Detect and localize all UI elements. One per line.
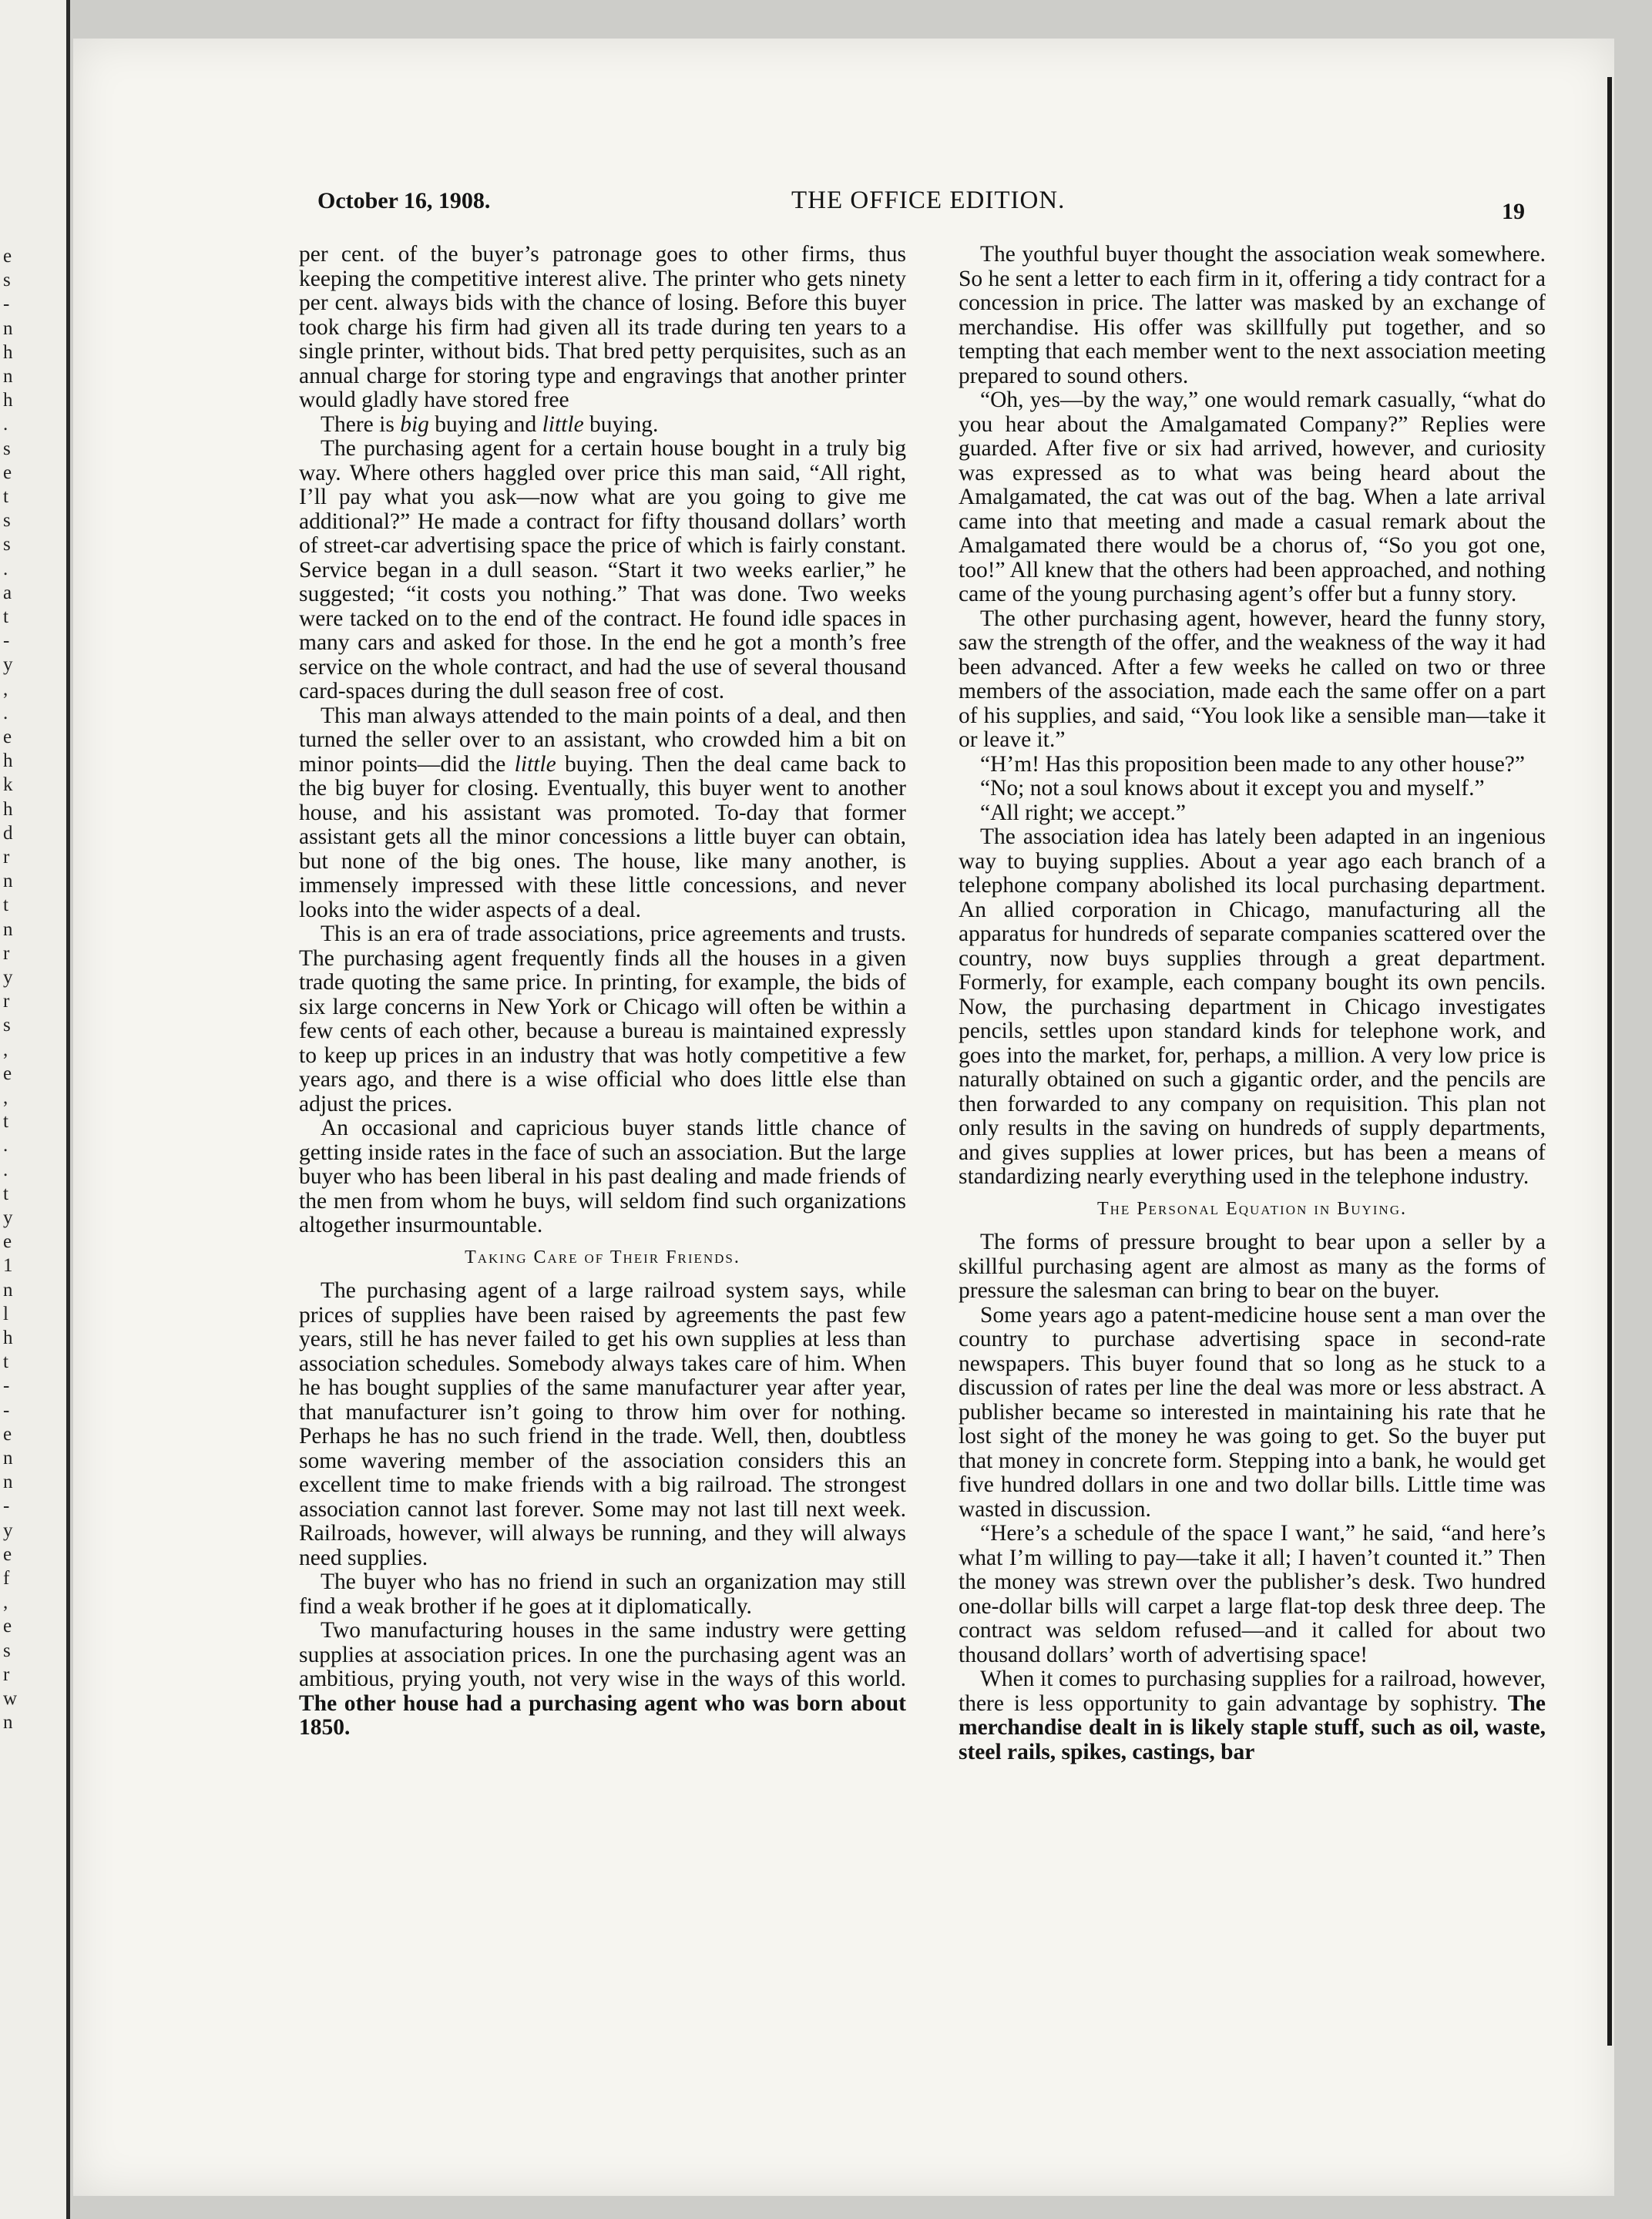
previous-page-letter: 1 <box>3 1255 13 1277</box>
previous-page-letter: n <box>3 317 13 339</box>
right-column <box>959 243 1546 1764</box>
paragraph <box>299 413 906 438</box>
paragraph: “All right; we accept.” <box>980 800 1187 825</box>
previous-page-letter: n <box>3 1279 13 1301</box>
previous-page-letter: k <box>3 774 13 796</box>
text-run: There is <box>321 411 401 437</box>
left-column <box>299 243 906 1741</box>
bold-text: The merchandise dealt in is likely staple stuff, such as oil, waste, steel rails, spikes, castings, bar <box>959 1690 1546 1764</box>
paragraph: This is an era of trade associations, price agreements and trusts. The purchasing agent frequently finds all the houses in a given trade quoting the same price. In printing, for example, the bids of six large concerns in New York or Chicago will often be within a few cents of each other, because a bureau is maintained expressly to keep up prices in an industry that was hotly competitive a few years ago, and there is a wise official who does little else than adjust the prices. <box>299 922 906 1116</box>
previous-page-letter: l <box>3 1303 8 1324</box>
paragraph: The other purchasing agent, however, heard the funny story, saw the strength of the offer, and the weakness of the way it had been advanced. After a few weeks he called on two or three members of the association, made each the same offer on a part of his supplies, and said, “You look like a sensible man—take it or leave it.” <box>959 606 1546 752</box>
previous-page-letter: s <box>3 534 11 556</box>
page-header <box>0 0 1652 231</box>
paragraph: An occasional and capricious buyer stands little chance of getting inside rates in the face of such an association. But the large buyer who has been liberal in his past dealing and made friends of the men from whom he buys, will seldom find such organizations altogether insurmountable. <box>299 1116 906 1237</box>
previous-page-letter: , <box>3 1039 8 1060</box>
text-run: buying and <box>428 411 542 437</box>
previous-page-letter: - <box>3 1399 10 1421</box>
italic-text: little <box>514 751 556 777</box>
italic-text: big <box>400 411 429 437</box>
previous-page-letter: . <box>3 1135 8 1156</box>
previous-page-letter: h <box>3 798 13 820</box>
previous-page-letter: e <box>3 1063 12 1084</box>
previous-page-letter: e <box>3 727 12 747</box>
previous-page-letter: , <box>3 678 8 700</box>
text-run: buying. <box>583 411 659 437</box>
previous-page-letter: r <box>3 991 10 1012</box>
page-number: 19 <box>1502 199 1525 224</box>
previous-page-letter: y <box>3 1519 13 1541</box>
previous-page-letter: s <box>3 438 11 459</box>
previous-page-letter: r <box>3 847 10 868</box>
previous-page-letter: h <box>3 390 13 411</box>
previous-page-letter: - <box>3 1496 10 1517</box>
paragraph <box>959 1667 1546 1764</box>
text-run: When it comes to purchasing supplies for a railroad, however, there is less opportunity to gain advantage by sophistry. <box>959 1667 1546 1716</box>
previous-page-letter: e <box>3 1423 12 1445</box>
previous-page-letter: t <box>3 1183 8 1204</box>
bold-text: The other house had a purchasing agent who was born about 1850. <box>299 1690 906 1740</box>
paragraph: Some years ago a patent-medicine house sent a man over the country to purchase advertising space in second-rate newspapers. This buyer found that so long as he stuck to a discussion of rates per line the deal was more or less abstract. A publisher became so interested in maintaining his rate that he lost sight of the money he was going to get. So the buyer put that money in concrete form. Stepping into a bank, he would get five hundred dollars in one and two dollar bills. Little time was wasted in discussion. <box>959 1302 1546 1522</box>
previous-page-letter: s <box>3 1640 11 1661</box>
previous-page-letter: h <box>3 750 13 772</box>
previous-page-letter: e <box>3 462 12 483</box>
section-heading: Taking Care of Their Friends. <box>465 1247 740 1267</box>
previous-page-letter: , <box>3 1087 8 1108</box>
previous-page-letter: n <box>3 1712 13 1734</box>
publication-title: THE OFFICE EDITION. <box>791 186 1066 214</box>
text-run: buying. Then the deal came back to the big buyer for closing. Eventually, this buyer went to another house, and his assistant was promoted. To-day that former assistant gets all the minor concessions a little buyer can obtain, but none of the big ones. The house, like many another, is immensely impressed with these little concessions, and never looks into the wider aspects of a deal. <box>299 751 906 922</box>
paragraph <box>299 704 906 923</box>
previous-page-letter: d <box>3 822 13 844</box>
previous-page-letter: h <box>3 341 13 363</box>
binding-rule <box>1607 77 1612 2046</box>
previous-page-letter: t <box>3 606 8 627</box>
italic-text: little <box>542 411 584 437</box>
previous-page-letter: n <box>3 918 13 940</box>
previous-page-letter: - <box>3 630 10 652</box>
previous-page-letter: f <box>3 1568 10 1589</box>
previous-page-letter: e <box>3 1543 12 1565</box>
previous-page-letter: e <box>3 1616 12 1637</box>
previous-page-letter: a <box>3 582 12 603</box>
previous-page-letter: h <box>3 1328 13 1348</box>
previous-page-letter: n <box>3 1448 13 1469</box>
previous-page-letter: . <box>3 1159 8 1180</box>
previous-page-letter: y <box>3 1207 13 1228</box>
previous-page-letter: s <box>3 270 11 291</box>
previous-page-letter: n <box>3 871 13 892</box>
previous-page-letter: w <box>3 1688 18 1709</box>
paragraph: “Oh, yes—by the way,” one would remark casually, “what do you hear about the Amalgamated Company?” Replies were guarded. After five or six had arrived, however, and curiosity was expressed as to what was being heard about the Amalgamated, the cat was out of the bag. When a late arrival came into that meeting and made a casual remark about the Amalgamated there would be a chorus of, “So you got one, too!” All knew that the others had been approached, and nothing came of the young purchasing agent’s offer but a funny story. <box>959 388 1546 606</box>
text-run: This man always attended to the main points of a deal, and then turned the seller over to an assistant, who crowded him a bit on minor points—did the <box>299 703 906 777</box>
previous-page-letter: , <box>3 1592 8 1613</box>
section-heading: The Personal Equation in Buying. <box>1097 1198 1407 1219</box>
previous-page-letter: . <box>3 558 8 579</box>
previous-page-letter: e <box>3 1231 12 1253</box>
previous-page-letter: e <box>3 246 12 267</box>
previous-page-letter: y <box>3 967 13 988</box>
paragraph: The association idea has lately been adapted in an ingenious way to buying supplies. About a year ago each branch of a telephone company abolished its local purchasing department. An allied corporation in Chicago, manufacturing all the apparatus for hundreds of separate companies scattered over the country, now buys supplies through a great department. Formerly, for example, each company bought its own pencils. Now, the purchasing department in Chicago investigates pencils, settles upon standard kinds for telephone work, and goes into the market, for, perhaps, a million. A very low price is naturally obtained on such a gigantic order, and the pencils are then forwarded to any company on requisition. This plan not only results in the saving on hundreds of supply departments, and gives supplies at lower prices, but has been a means of standardizing nearly everything used in the telephone industry. <box>959 824 1546 1189</box>
paragraph <box>299 1619 906 1741</box>
previous-page-letter: t <box>3 895 8 916</box>
previous-page-letter: - <box>3 294 10 315</box>
previous-page-letter: r <box>3 942 10 964</box>
previous-page-letter: . <box>3 702 8 723</box>
paragraph: “H’m! Has this proposition been made to any other house?” <box>980 751 1525 777</box>
paragraph: The purchasing agent of a large railroad system says, while prices of supplies have been raised by agreements the past few years, still he has never failed to get his own supplies at less than association schedules. Somebody always takes care of him. When he has bought supplies of the same manufacturer year after year, that manufacturer isn’t going to throw him over for nothing. Perhaps he has no such friend in the trade. Well, then, doubtless some wavering member of the association considers this an excellent time to make friends with a big railroad. The strongest association cannot last forever. Some may not last till next week. Railroads, however, will always be running, and they will always need supplies. <box>299 1278 906 1570</box>
previous-page-letter: r <box>3 1663 10 1685</box>
paragraph: The buyer who has no friend in such an organization may still find a weak brother if he goes at it diplomatically. <box>299 1569 906 1619</box>
paragraph: “No; not a soul knows about it except you and myself.” <box>980 776 1485 801</box>
previous-page-letter: s <box>3 510 11 532</box>
previous-page-edge <box>0 0 70 2219</box>
previous-page-letter: . <box>3 414 8 435</box>
previous-page-letter: s <box>3 1015 11 1036</box>
previous-page-letter: - <box>3 1375 10 1397</box>
previous-page-letter: t <box>3 1111 8 1133</box>
previous-page-letter: n <box>3 366 13 387</box>
text-run: Two manufacturing houses in the same industry were getting supplies at association prices. In one the purchasing agent was an ambitious, prying youth, not very wise in the ways of this world. <box>299 1618 906 1691</box>
paragraph: per cent. of the buyer’s patronage goes to other firms, thus keeping the competitive interest alive. The printer who gets ninety per cent. always bids with the chance of losing. Before this buyer took charge his firm had given all its trade during ten years to a single printer, without bids. That bred petty perquisites, such as an annual charge for storing type and engravings that another printer would gladly have stored free <box>299 242 906 412</box>
previous-page-letter: t <box>3 1351 8 1373</box>
paragraph: The youthful buyer thought the association weak somewhere. So he sent a letter to each firm in it, offering a tidy contract for a concession in price. The latter was masked by an exchange of merchandise. His offer was skillfully put together, and so tempting that each member went to the next association meeting prepared to sound others. <box>959 242 1546 388</box>
paragraph: “Here’s a schedule of the space I want,” he said, “and here’s what I’m willing to pay—take it all; I haven’t counted it.” Then the money was strewn over the publisher’s desk. Two hundred one-dollar bills will carpet a large flat-top desk three deep. The contract was seldom refused—and it called for about two thousand dollars’ worth of advertising space! <box>959 1521 1546 1667</box>
previous-page-letter: n <box>3 1472 13 1493</box>
paragraph: The purchasing agent for a certain house bought in a truly big way. Where others haggled over price this man said, “All right, I’ll pay what you ask—now what are you going to give me additional?” He made a contract for fifty thousand dollars’ worth of street-car advertising space the price of which is fairly constant. Service began in a dull season. “Start it two weeks earlier,” he suggested; “it costs you nothing.” That was done. Two weeks were tacked on to the end of the contract. He found idle spaces in many cars and asked for those. In the end he got a month’s free service on the whole contract, and had the use of several thousand card-spaces during the dull season free of cost. <box>299 436 906 703</box>
previous-page-letter: t <box>3 486 8 507</box>
paragraph: The forms of pressure brought to bear upon a seller by a skillful purchasing agent are almost as many as the forms of pressure the salesman can bring to bear on the buyer. <box>959 1230 1546 1303</box>
previous-page-letter: y <box>3 654 13 676</box>
header-date: October 16, 1908. <box>317 188 491 213</box>
